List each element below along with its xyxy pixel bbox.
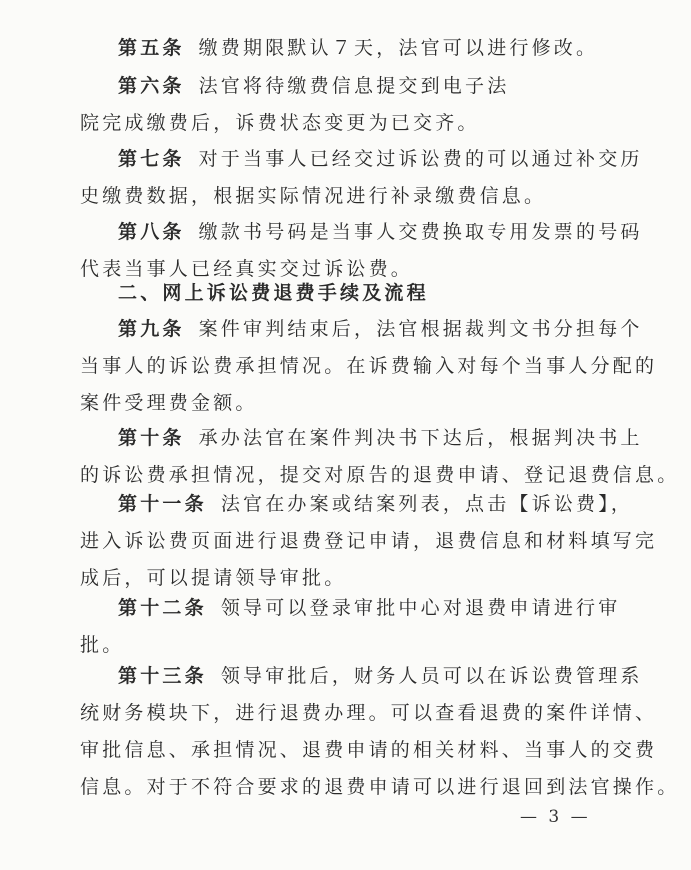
article-6: [80, 68, 624, 142]
article-number: 第五条: [118, 37, 185, 59]
article-7: [80, 141, 643, 215]
section-heading: [80, 275, 624, 312]
article-text: 院完成缴费后，诉费状态变更为已交齐。: [80, 112, 480, 134]
article-text: 法官在办案或结案列表，点击【诉讼费】，: [220, 493, 634, 515]
article-12: [80, 590, 624, 664]
article-10: [80, 420, 680, 494]
article-text: 成后，可以提请领导审批。: [80, 567, 347, 589]
section-title: 二、网上诉讼费退费手续及流程: [118, 282, 429, 304]
article-text: 对于当事人已经交过诉讼费的可以通过补交历: [198, 148, 643, 170]
article-number: 第十条: [118, 427, 185, 449]
article-number: 第七条: [118, 148, 185, 170]
article-text: 承办法官在案件判决书下达后，根据判决书上: [198, 427, 643, 449]
article-text: 领导审批后，财务人员可以在诉讼费管理系: [220, 665, 643, 687]
article-text: 信息。对于不符合要求的退费申请可以进行退回到法官操作。: [80, 776, 680, 798]
article-text: 进入诉讼费页面进行退费登记申请，退费信息和材料填写完: [80, 530, 658, 552]
article-text: 代表当事人已经真实交过诉讼费。: [80, 258, 414, 280]
article-5: [80, 30, 624, 67]
article-text: 案件审判结束后，法官根据裁判文书分担每个: [198, 318, 643, 340]
article-13: [80, 658, 680, 806]
article-text: 领导可以登录审批中心对退费申请进行审: [220, 597, 621, 619]
article-number: 第八条: [118, 221, 185, 243]
article-text: 批。: [80, 634, 125, 656]
article-text: 法官将待缴费信息提交到电子法: [198, 75, 510, 97]
article-text: 审批信息、承担情况、退费申请的相关材料、当事人的交费: [80, 739, 658, 761]
article-text: 的诉讼费承担情况，提交对原告的退费申请、登记退费信息。: [80, 464, 680, 486]
article-number: 第九条: [118, 318, 185, 340]
article-text: 史缴费数据，根据实际情况进行补录缴费信息。: [80, 185, 547, 207]
page-number: — 3 —: [520, 807, 591, 827]
article-number: 第十一条: [118, 493, 207, 515]
article-11: [80, 486, 658, 597]
article-text: 缴款书号码是当事人交费换取专用发票的号码: [198, 221, 643, 243]
article-text: 当事人的诉讼费承担情况。在诉费输入对每个当事人分配的: [80, 355, 658, 377]
article-text: 案件受理费金额。: [80, 392, 258, 414]
article-number: 第十三条: [118, 665, 207, 687]
article-number: 第六条: [118, 75, 185, 97]
article-number: 第十二条: [118, 597, 207, 619]
article-text: 统财务模块下，进行退费办理。可以查看退费的案件详情、: [80, 702, 658, 724]
article-text: 缴费期限默认７天，法官可以进行修改。: [198, 37, 599, 59]
article-9: [80, 311, 658, 422]
